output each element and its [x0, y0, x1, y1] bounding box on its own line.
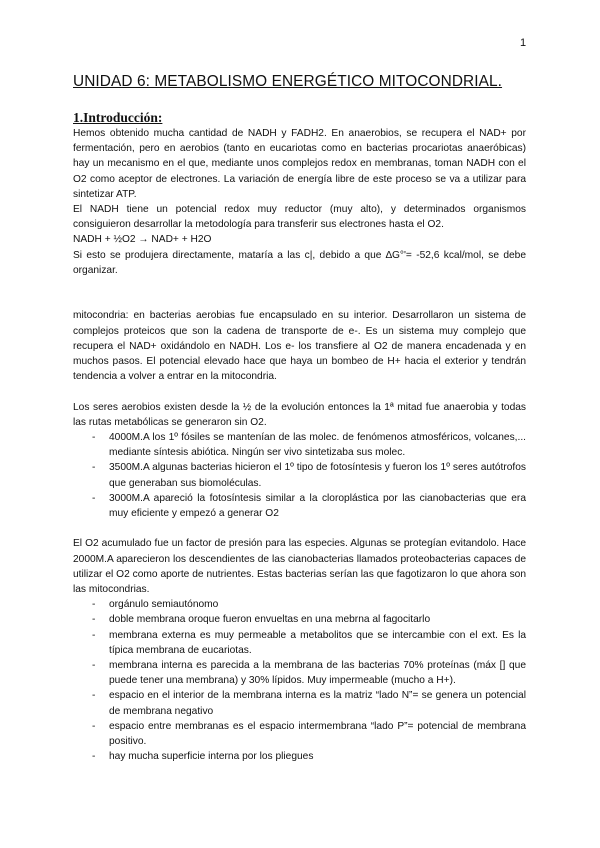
list-item: - espacio en el interior de la membrana interna es la matriz “lado N”= se genera un potencial de membrana negativo	[73, 688, 526, 718]
mitochondria-paragraph: mitocondria: en bacterias aerobias fue encapsulado en su interior. Desarrollaron un sistema de complejos proteicos que son la cadena de transporte de e-. Es un sistema muy complejo que recupera el NAD+ oxidándolo en NADH. Los e- los transfiere al O2 de manera encadenada y en muchos pasos. El potencial elevado hace que haya un bombeo de H+ hacia el exterior y tendrán tendencia a volver a entrar en la mitocondria.	[73, 310, 526, 383]
mitochondria-features-list	[73, 597, 526, 764]
list-item: - hay mucha superficie interna por los pliegues	[73, 749, 526, 764]
equation-line: NADH + ½O2 → NAD+ + H2O	[73, 234, 212, 246]
spacer	[73, 278, 526, 293]
spacer	[73, 384, 526, 399]
list-item: - doble membrana oroque fueron envueltas en una mebrna al fagocitarlo	[73, 612, 526, 627]
intro-paragraph-2: El NADH tiene un potencial redox muy reductor (muy alto), y determinados organismos consiguieron desarrollar la metodología para transferir sus electrones hasta el O2.	[73, 204, 526, 231]
list-item: - espacio entre membranas es el espacio intermembrana “lado P”= potencial de membrana positivo.	[73, 719, 526, 749]
intro-paragraph-1: Hemos obtenido mucha cantidad de NADH y FADH2. En anaerobios, se recupera el NAD+ por fermentación, pero en aerobios (tanto en eucariotas como en bacterias procariotas anaeróbicas) hay un mecanismo en el que, mediante unos complejos redox en membranas, toman NADH con el O2 como aceptor de electrones. La variación de energía libre de este proceso se va a utilizar para sintetizar ATP.	[73, 128, 526, 200]
section-heading: 1.Introducción:	[73, 110, 163, 125]
spacer	[73, 293, 526, 308]
spacer	[73, 521, 526, 536]
page-number: 1	[520, 37, 527, 49]
list-item: - 3000M.A apareció la fotosíntesis similar a la cloroplástica por las cianobacterias que era muy eficiente y empezó a generar O2	[73, 491, 526, 521]
document-body	[73, 126, 526, 764]
list-item: - 3500M.A algunas bacterias hicieron el 1º tipo de fotosíntesis y fueron los 1º seres autótrofos que generaban sus biomoléculas.	[73, 460, 526, 490]
oxygen-paragraph: El O2 acumulado fue un factor de presión para las especies. Algunas se protegían evitandolo. Hace 2000M.A aparecieron los descendientes de las cianobacterias llamados proteobacterias capaces de utilizar el O2 como aporte de nutrientes. Estas bacterias serían las que fagotizaron lo que ahora son las mitocondrias.	[73, 538, 526, 596]
evolution-paragraph: Los seres aerobios existen desde la ½ de la evolución entonces la 1ª mitad fue anaerobia y todas las rutas metabólicas se generaron sin O2.	[73, 401, 526, 428]
list-item: - membrana interna es parecida a la membrana de las bacterias 70% proteínas (máx [] que puede tener una membrana) y 30% lípidos. Muy impermeable (mucho a H+).	[73, 658, 526, 688]
list-item: - 4000M.A los 1º fósiles se mantenían de las molec. de fenómenos atmosféricos, volcanes,... mediante síntesis abiótica. Ningún ser vivo sintetizaba sus molec.	[73, 430, 526, 460]
evolution-list	[73, 430, 526, 521]
document-title: UNIDAD 6: METABOLISMO ENERGÉTICO MITOCONDRIAL.	[73, 73, 503, 90]
intro-paragraph-3: Si esto se produjera directamente, mataría a las c|, debido a que ∆G°'= -52,6 kcal/mol, se debe organizar.	[73, 249, 526, 276]
list-item: - orgánulo semiautónomo	[73, 597, 526, 612]
list-item: - membrana externa es muy permeable a metabolitos que se intercambie con el ext. Es la típica membrana de eucariotas.	[73, 628, 526, 658]
